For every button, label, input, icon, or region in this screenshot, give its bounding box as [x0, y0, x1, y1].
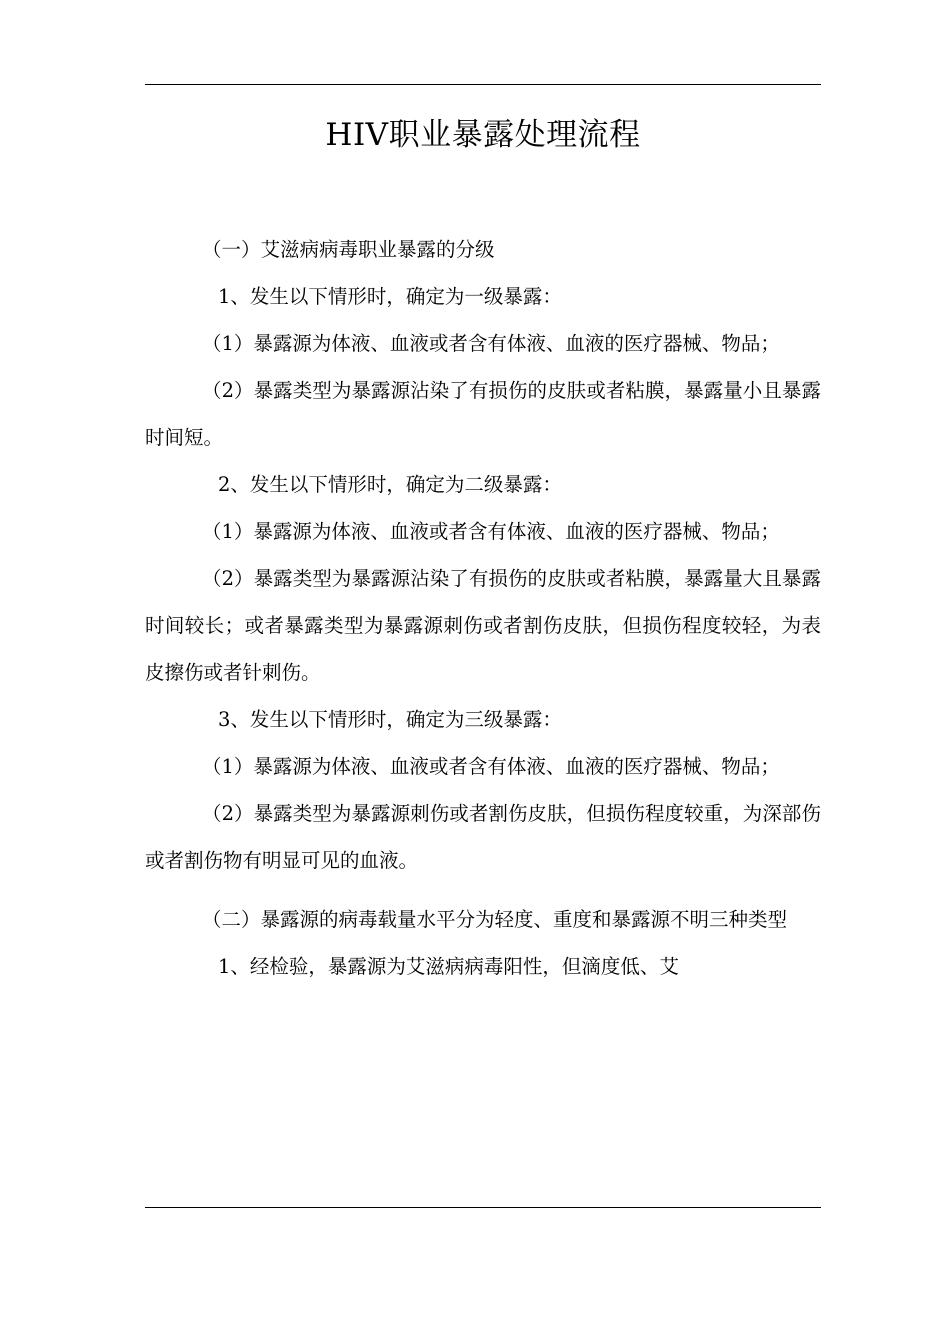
- paragraph-level2-intro: 2、发生以下情形时，确定为二级暴露：: [218, 473, 562, 496]
- paragraph-level1-item2: （2）暴露类型为暴露源沾染了有损伤的皮肤或者粘膜，暴露量小且暴露时间短。: [145, 379, 821, 449]
- paragraph-level2-item1: （1）暴露源为体液、血液或者含有体液、血液的医疗器械、物品；: [202, 520, 780, 543]
- footer-rule: [145, 1207, 821, 1208]
- paragraph-level3-item1: （1）暴露源为体液、血液或者含有体液、血液的医疗器械、物品；: [202, 755, 780, 778]
- paragraph-level1-item1: （1）暴露源为体液、血液或者含有体液、血液的医疗器械、物品；: [202, 332, 780, 355]
- paragraph-level1-intro: 1、发生以下情形时，确定为一级暴露：: [218, 285, 562, 308]
- paragraph-level3-item2: （2）暴露类型为暴露源刺伤或者割伤皮肤，但损伤程度较重，为深部伤或者割伤物有明显可见的血液。: [145, 802, 821, 872]
- document-title: HIV职业暴露处理流程: [325, 117, 641, 153]
- paragraph-viral-load-1: 1、经检验，暴露源为艾滋病病毒阳性，但滴度低、艾: [218, 955, 679, 978]
- header-rule: [145, 84, 821, 85]
- paragraph-level3-intro: 3、发生以下情形时，确定为三级暴露：: [218, 708, 562, 731]
- section-heading-1: （一）艾滋病病毒职业暴露的分级: [202, 238, 495, 261]
- section-heading-2: （二）暴露源的病毒载量水平分为轻度、重度和暴露源不明三种类型: [202, 908, 788, 931]
- document-body: [145, 226, 821, 990]
- paragraph-level2-item2: （2）暴露类型为暴露源沾染了有损伤的皮肤或者粘膜，暴露量大且暴露时间较长；或者暴露类型为暴露源刺伤或者割伤皮肤，但损伤程度较轻，为表皮擦伤或者针刺伤。: [145, 567, 821, 684]
